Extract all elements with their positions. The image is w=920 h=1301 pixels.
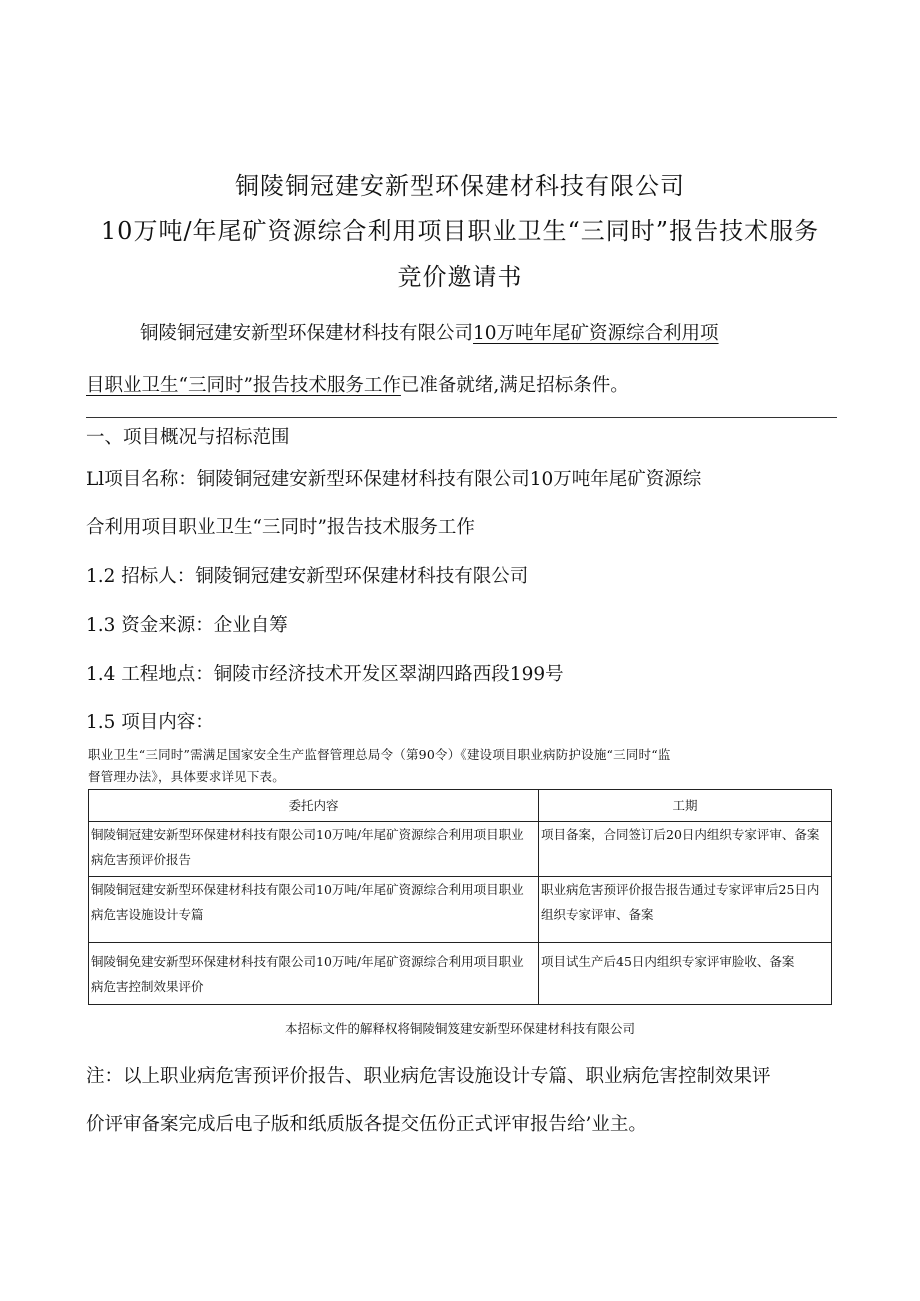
item-1-1-line-1: Ll项目名称：铜陵铜冠建安新型环保建材科技有限公司10万吨年尾矿资源综 — [86, 469, 702, 490]
document-title-line-2: 10万吨/年尾矿资源综合利用项目职业卫生“三同时”报告技术服务 — [100, 217, 820, 245]
intro-underlined-project-1: 10万吨年尾矿资源综合利用项 — [473, 323, 719, 344]
table-cell-period: 职业病危害预评价报告报告通过专家评审后25日内组织专家评审、备案 — [539, 877, 832, 943]
note-line-1: 注：以上职业病危害预评价报告、职业病危害设施设计专篇、职业病危害控制效果评 — [86, 1066, 771, 1087]
table-caption: 本招标文件的解释权将铜陵铜笈建安新型环保建材科技有限公司 — [284, 1021, 635, 1036]
intro-line-2 — [86, 371, 629, 397]
table-cell-period: 项目备案，合同签订后20日内组织专家评审、备案 — [539, 822, 832, 877]
document-title-line-3: 竞价邀请书 — [397, 263, 523, 291]
project-content-table — [88, 789, 832, 1005]
item-1-1-line-2: 合利用项目职业卫生“三同时”报告技术服务工作 — [86, 517, 475, 538]
requirement-note-line-1: 职业卫生“三同时”需满足国家安全生产监督管理总局令（第90令）《建设项目职业病防护设施“三同时“监 — [88, 747, 671, 762]
intro-line-1 — [140, 319, 719, 345]
section-heading: 一、项目概况与招标范围 — [86, 427, 290, 448]
table-cell-content: 铜陵铜冠建安新型环保建材科技有限公司10万吨/年尾矿资源综合利用项目职业病危害设施设计专篇 — [89, 877, 539, 943]
table-header-period: 工期 — [539, 790, 832, 822]
item-1-5: 1.5 项目内容： — [86, 712, 214, 733]
requirement-note-line-2: 督管理办法》，具体要求详见下表。 — [88, 769, 285, 784]
intro-underlined-project-2: 目职业卫生“三同时”报告技术服务工作 — [86, 375, 401, 396]
document-title-line-1: 铜陵铜冠建安新型环保建材科技有限公司 — [235, 172, 685, 200]
note-line-2: 价评审备案完成后电子版和纸质版各提交伍份正式评审报告给’业主。 — [86, 1114, 647, 1135]
table-row — [89, 822, 832, 877]
section-divider — [86, 417, 837, 418]
table-header-row — [89, 790, 832, 822]
item-1-4: 1.4 工程地点：铜陵市经济技术开发区翠湖四路西段199号 — [86, 664, 564, 685]
intro-prefix: 铜陵铜冠建安新型环保建材科技有限公司 — [140, 323, 474, 344]
table-cell-content: 铜陵铜冠建安新型环保建材科技有限公司10万吨/年尾矿资源综合利用项目职业病危害预评价报告 — [89, 822, 539, 877]
item-1-2: 1.2 招标人：铜陵铜冠建安新型环保建材科技有限公司 — [86, 566, 529, 587]
item-1-3: 1.3 资金来源：企业自筹 — [86, 615, 288, 636]
intro-suffix: 已准备就绪,满足招标条件。 — [400, 375, 629, 396]
table-row — [89, 877, 832, 943]
table-header-content: 委托内容 — [89, 790, 539, 822]
table-row — [89, 943, 832, 1005]
table-cell-period: 项目试生产后45日内组织专家评审脸收、备案 — [539, 943, 832, 1005]
table-cell-content: 铜陵铜免建安新型环保建材科技有限公司10万吨/年尾矿资源综合利用项目职业病危害控制效果评价 — [89, 943, 539, 1005]
